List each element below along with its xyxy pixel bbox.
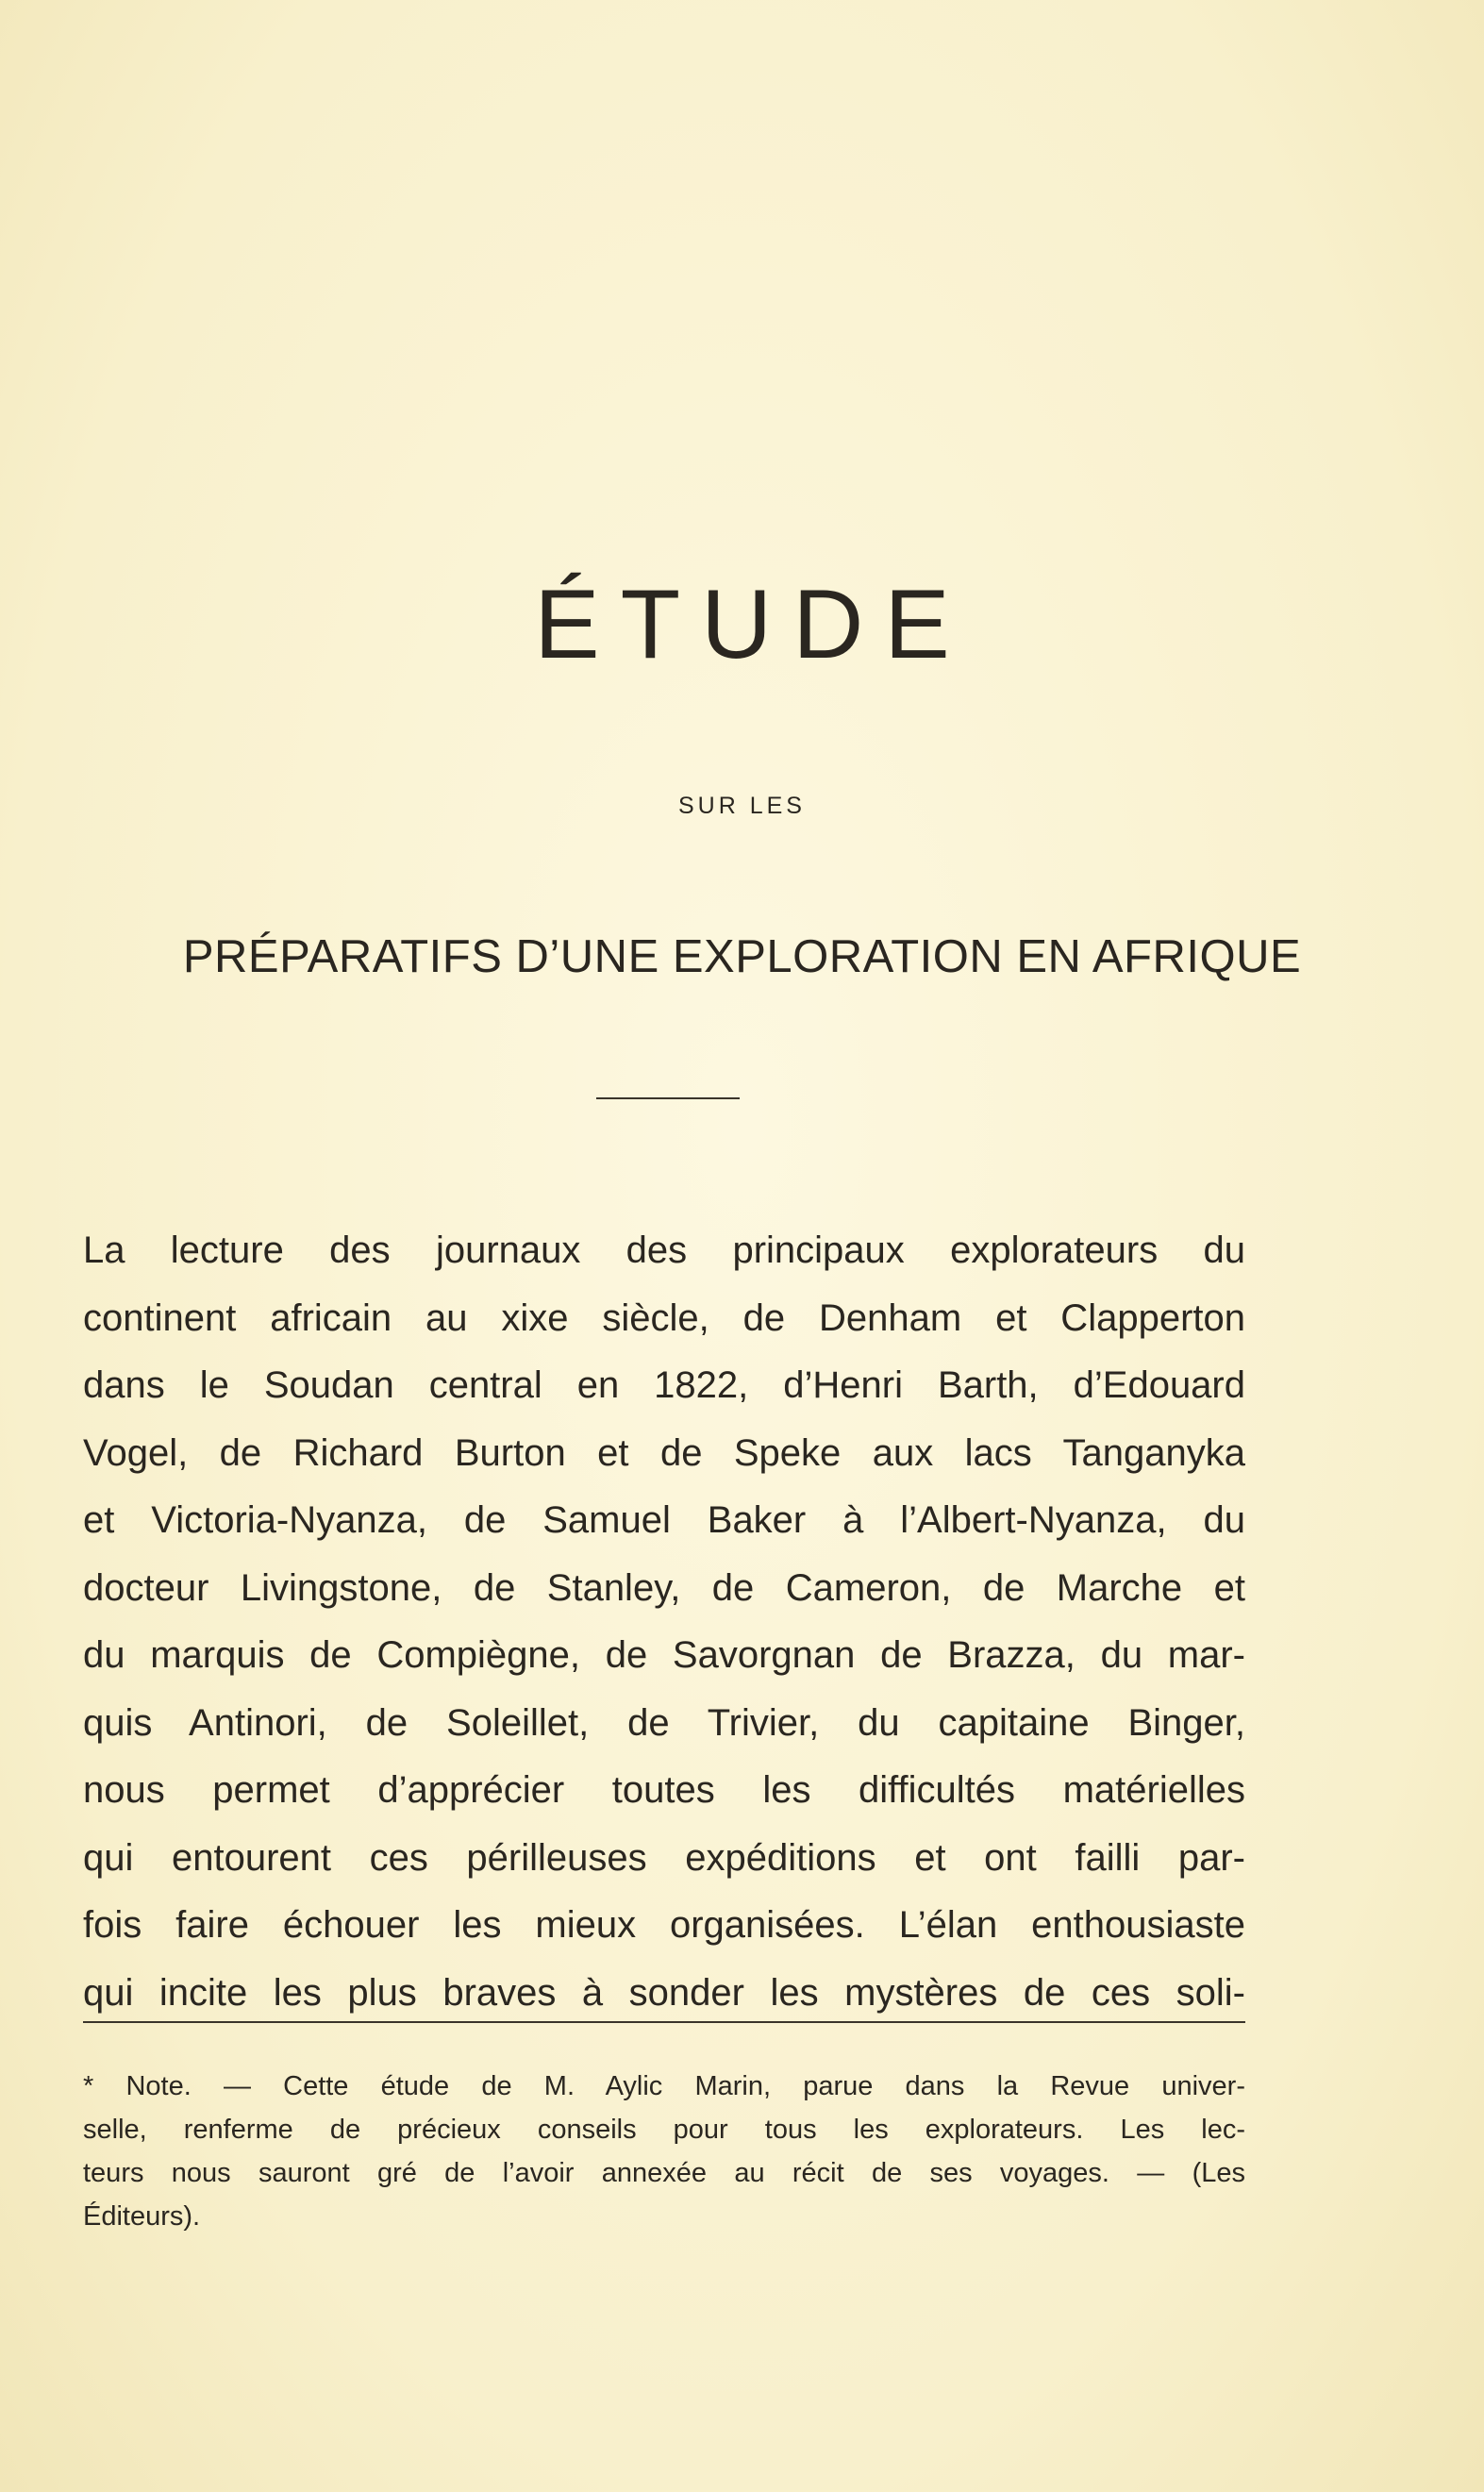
- body-line: continent africain au xixe siècle, de Denham et Clapperton: [83, 1296, 1245, 1339]
- body-line: du marquis de Compiègne, de Savorgnan de Brazza, du mar-: [83, 1634, 1245, 1676]
- footnote-line: selle, renferme de précieux conseils pour tous les explorateurs. Les lec-: [83, 2115, 1245, 2145]
- footnote-line: Éditeurs).: [83, 2201, 201, 2232]
- body-line: qui entourent ces périlleuses expéditions et ont failli par-: [83, 1836, 1245, 1879]
- footnote-line: * Note. — Cette étude de M. Aylic Marin, parue dans la Revue univer-: [83, 2071, 1245, 2101]
- footnote-line: teurs nous sauront gré de l’avoir annexée au récit de ses voyages. — (Les: [83, 2158, 1245, 2188]
- body-line: fois faire échouer les mieux organisées. L’élan enthousiaste: [83, 1904, 1245, 1946]
- body-line: et Victoria-Nyanza, de Samuel Baker à l’Albert-Nyanza, du: [83, 1499, 1245, 1541]
- body-line: dans le Soudan central en 1822, d’Henri Barth, d’Edouard: [83, 1364, 1245, 1406]
- page-title: ÉTUDE: [534, 570, 971, 679]
- footnote-divider: [83, 2021, 1245, 2023]
- body-line: qui incite les plus braves à sonder les mystères de ces soli-: [83, 1971, 1245, 2014]
- page-subtitle: SUR LES: [678, 793, 806, 819]
- title-divider: [596, 1097, 740, 1099]
- page-heading: PRÉPARATIFS D’UNE EXPLORATION EN AFRIQUE: [182, 931, 1302, 982]
- body-line: nous permet d’apprécier toutes les difficultés matérielles: [83, 1769, 1245, 1811]
- body-line: La lecture des journaux des principaux explorateurs du: [83, 1229, 1245, 1271]
- footnote: [83, 2065, 1245, 2238]
- body-paragraph: [83, 1217, 1245, 2027]
- body-line: quis Antinori, de Soleillet, de Trivier, du capitaine Binger,: [83, 1701, 1245, 1744]
- body-line: docteur Livingstone, de Stanley, de Cameron, de Marche et: [83, 1566, 1245, 1609]
- body-line: Vogel, de Richard Burton et de Speke aux lacs Tanganyka: [83, 1431, 1245, 1474]
